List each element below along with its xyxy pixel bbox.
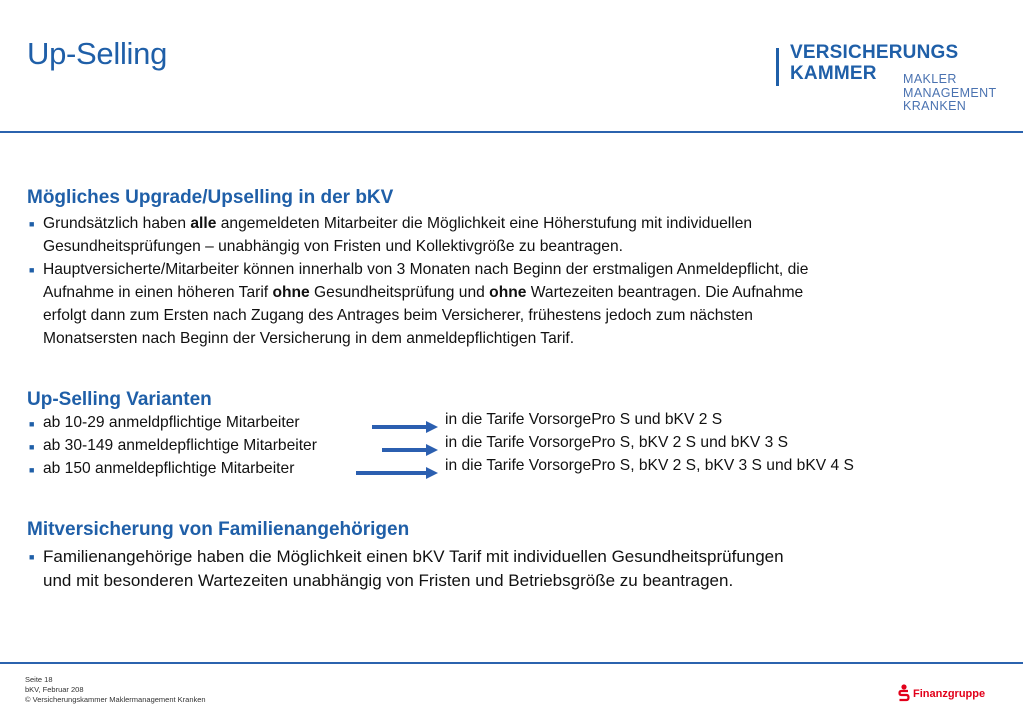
familie-line-2: und mit besonderen Wartezeiten unabhängig von Fristen und Betriebsgröße zu beantragen. [43,571,734,590]
logo-sub-2: MANAGEMENT [903,86,997,100]
logo-sub-3: KRANKEN [903,99,967,113]
text-fragment: Gesundheitsprüfung und [309,284,490,301]
sparkasse-s-icon [898,684,910,702]
bullet-2-line-1: Hauptversicherte/Mitarbeiter können innerhalb von 3 Monaten nach Beginn der erstmaligen Anmeldepflicht, die [43,261,809,278]
section-heading-familie: Mitversicherung von Familienangehörigen [27,519,410,540]
variant-right: in die Tarife VorsorgePro S und bKV 2 S [445,411,723,428]
right-arrow-icon [382,443,438,457]
square-bullet-icon: ■ [29,442,35,452]
section-heading-varianten: Up-Selling Varianten [27,389,212,410]
bullet-2-line-3: erfolgt dann zum Ersten nach Zugang des Antrages beim Versicherer, frühestens jedoch zum nächsten [43,307,753,324]
variant-right: in die Tarife VorsorgePro S, bKV 2 S und bKV 3 S [445,434,788,451]
right-arrow-icon [372,420,438,434]
page-title: Up-Selling [27,36,168,71]
text-fragment: Wartezeiten beantragen. Die Aufnahme [526,284,804,301]
text-fragment: Grundsätzlich haben [43,215,191,232]
square-bullet-icon: ■ [29,219,35,229]
bullet-1-line-1 [43,212,752,235]
square-bullet-icon: ■ [29,419,35,429]
section-heading-upgrade: Mögliches Upgrade/Upselling in der bKV [27,187,394,208]
footer-copyright: © Versicherungskammer Maklermanagement Kranken [25,695,206,704]
bullet-1-line-2: Gesundheitsprüfungen – unabhängig von Fristen und Kollektivgröße zu beantragen. [43,238,623,255]
logo-line-2: KAMMER [790,63,877,84]
square-bullet-icon: ■ [29,465,35,475]
square-bullet-icon: ■ [29,265,35,275]
bullet-2-line-4: Monatsersten nach Beginn der Versicherung in dem anmeldepflichtigen Tarif. [43,330,575,347]
logo-line-1: VERSICHERUNGS [790,42,959,63]
footer-page-number: Seite 18 [25,675,53,684]
versicherungskammer-logo [776,42,1006,112]
finanzgruppe-brand: Finanzgruppe [913,688,986,700]
logo-sub-1: MAKLER [903,72,957,86]
variant-left: ab 10-29 anmeldpflichtige Mitarbeiter [43,414,300,431]
variant-left: ab 150 anmeldepflichtige Mitarbeiter [43,460,295,477]
variant-right: in die Tarife VorsorgePro S, bKV 2 S, bKV 3 S und bKV 4 S [445,457,854,474]
square-bullet-icon: ■ [29,552,35,562]
logo-bar [776,48,779,86]
text-fragment: angemeldeten Mitarbeiter die Möglichkeit eine Höherstufung mit individuellen [216,215,753,232]
header-divider [0,131,1023,133]
bullet-2-line-2 [43,281,803,304]
right-arrow-icon [356,466,438,480]
text-fragment: Aufnahme in einen höheren Tarif [43,284,273,301]
bold-fragment: ohne [272,284,310,301]
bold-fragment: alle [190,215,217,232]
familie-line-1: Familienangehörige haben die Möglichkeit einen bKV Tarif mit individuellen Gesundheitsprüfungen [43,547,784,566]
bold-fragment: ohne [489,284,527,301]
footer-date: bKV, Februar 208 [25,685,84,694]
variant-left: ab 30-149 anmeldepflichtige Mitarbeiter [43,437,317,454]
footer-divider [0,662,1023,664]
